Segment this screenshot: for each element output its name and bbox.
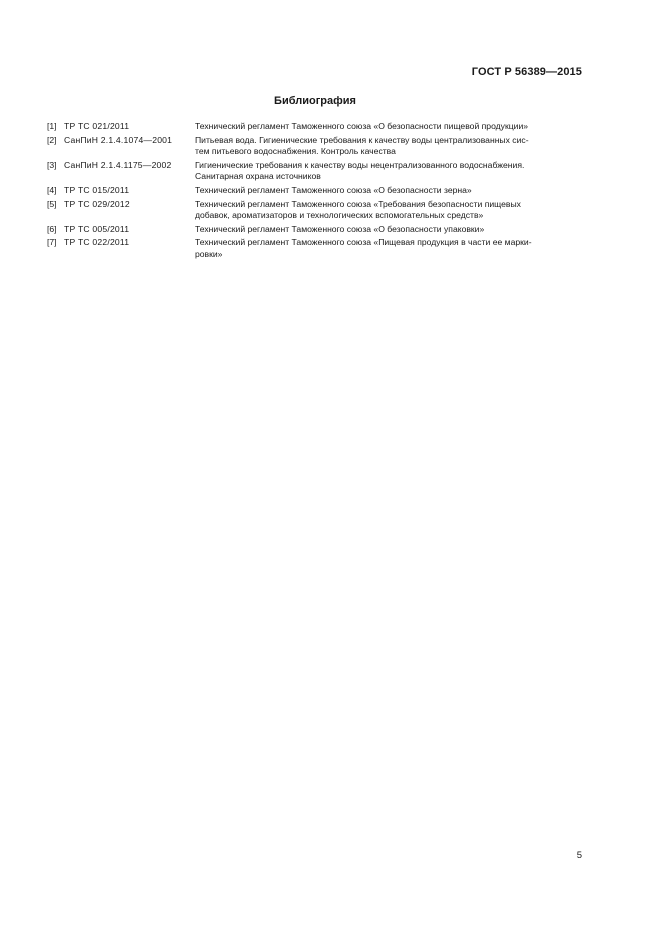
entry-number: [6]: [47, 223, 57, 234]
entry-number: [4]: [47, 184, 57, 195]
entry-title-line: Технический регламент Таможенного союза «О безопасности упаковки»: [195, 223, 485, 234]
bibliography-entry: [47, 121, 587, 132]
entry-title-line: Технический регламент Таможенного союза «О безопасности зерна»: [195, 184, 472, 195]
entry-title-line: Санитарная охрана источников: [195, 171, 321, 181]
bibliography-entry: [47, 185, 587, 196]
entry-title-line: ровки»: [195, 248, 223, 259]
entry-number: [7]: [47, 237, 57, 248]
entry-title-line: Питьевая вода. Гигиенические требования к качеству воды централизованных сис-: [195, 134, 529, 145]
entry-code: ТР ТС 022/2011: [64, 237, 130, 248]
entry-number: [1]: [47, 121, 57, 131]
entry-code: ТР ТС 029/2012: [64, 198, 130, 209]
entry-title: [195, 160, 587, 182]
bibliography-list: [47, 121, 587, 262]
document-standard-id: ГОСТ Р 56389—2015: [471, 66, 582, 78]
entry-code: ТР ТС 021/2011: [64, 121, 130, 131]
entry-title-line: тем питьевого водоснабжения. Контроль качества: [195, 146, 396, 156]
entry-code: СанПиН 2.1.4.1074—2001: [64, 134, 173, 145]
entry-title: [195, 199, 587, 221]
bibliography-entry: [47, 237, 587, 259]
entry-title: [195, 135, 587, 157]
entry-code: ТР ТС 015/2011: [64, 184, 130, 195]
entry-title: [195, 185, 587, 196]
entry-number: [5]: [47, 198, 57, 209]
entry-number: [3]: [47, 159, 57, 170]
entry-title-line: добавок, ароматизаторов и технологических вспомогательных средств»: [195, 209, 484, 220]
bibliography-entry: [47, 135, 587, 157]
entry-title: [195, 121, 587, 132]
entry-title-line: Технический регламент Таможенного союза «Требования безопасности пищевых: [195, 198, 521, 209]
entry-code: СанПиН 2.1.4.1175—2002: [64, 159, 172, 170]
entry-code: ТР ТС 005/2011: [64, 223, 130, 234]
bibliography-entry: [47, 199, 587, 221]
bibliography-entry: [47, 224, 587, 235]
entry-title-line: Гигиенические требования к качеству воды нецентрализованного водоснабжения.: [195, 159, 525, 170]
entry-title-line: Технический регламент Таможенного союза «О безопасности пищевой продукции»: [195, 121, 529, 131]
entry-title: [195, 224, 587, 235]
entry-title-line: Технический регламент Таможенного союза «Пищевая продукция в части ее марки-: [195, 237, 532, 248]
bibliography-entry: [47, 160, 587, 182]
entry-number: [2]: [47, 134, 57, 145]
page-number: 5: [576, 850, 582, 861]
section-title: Библиография: [274, 95, 356, 107]
entry-title: [195, 237, 587, 259]
